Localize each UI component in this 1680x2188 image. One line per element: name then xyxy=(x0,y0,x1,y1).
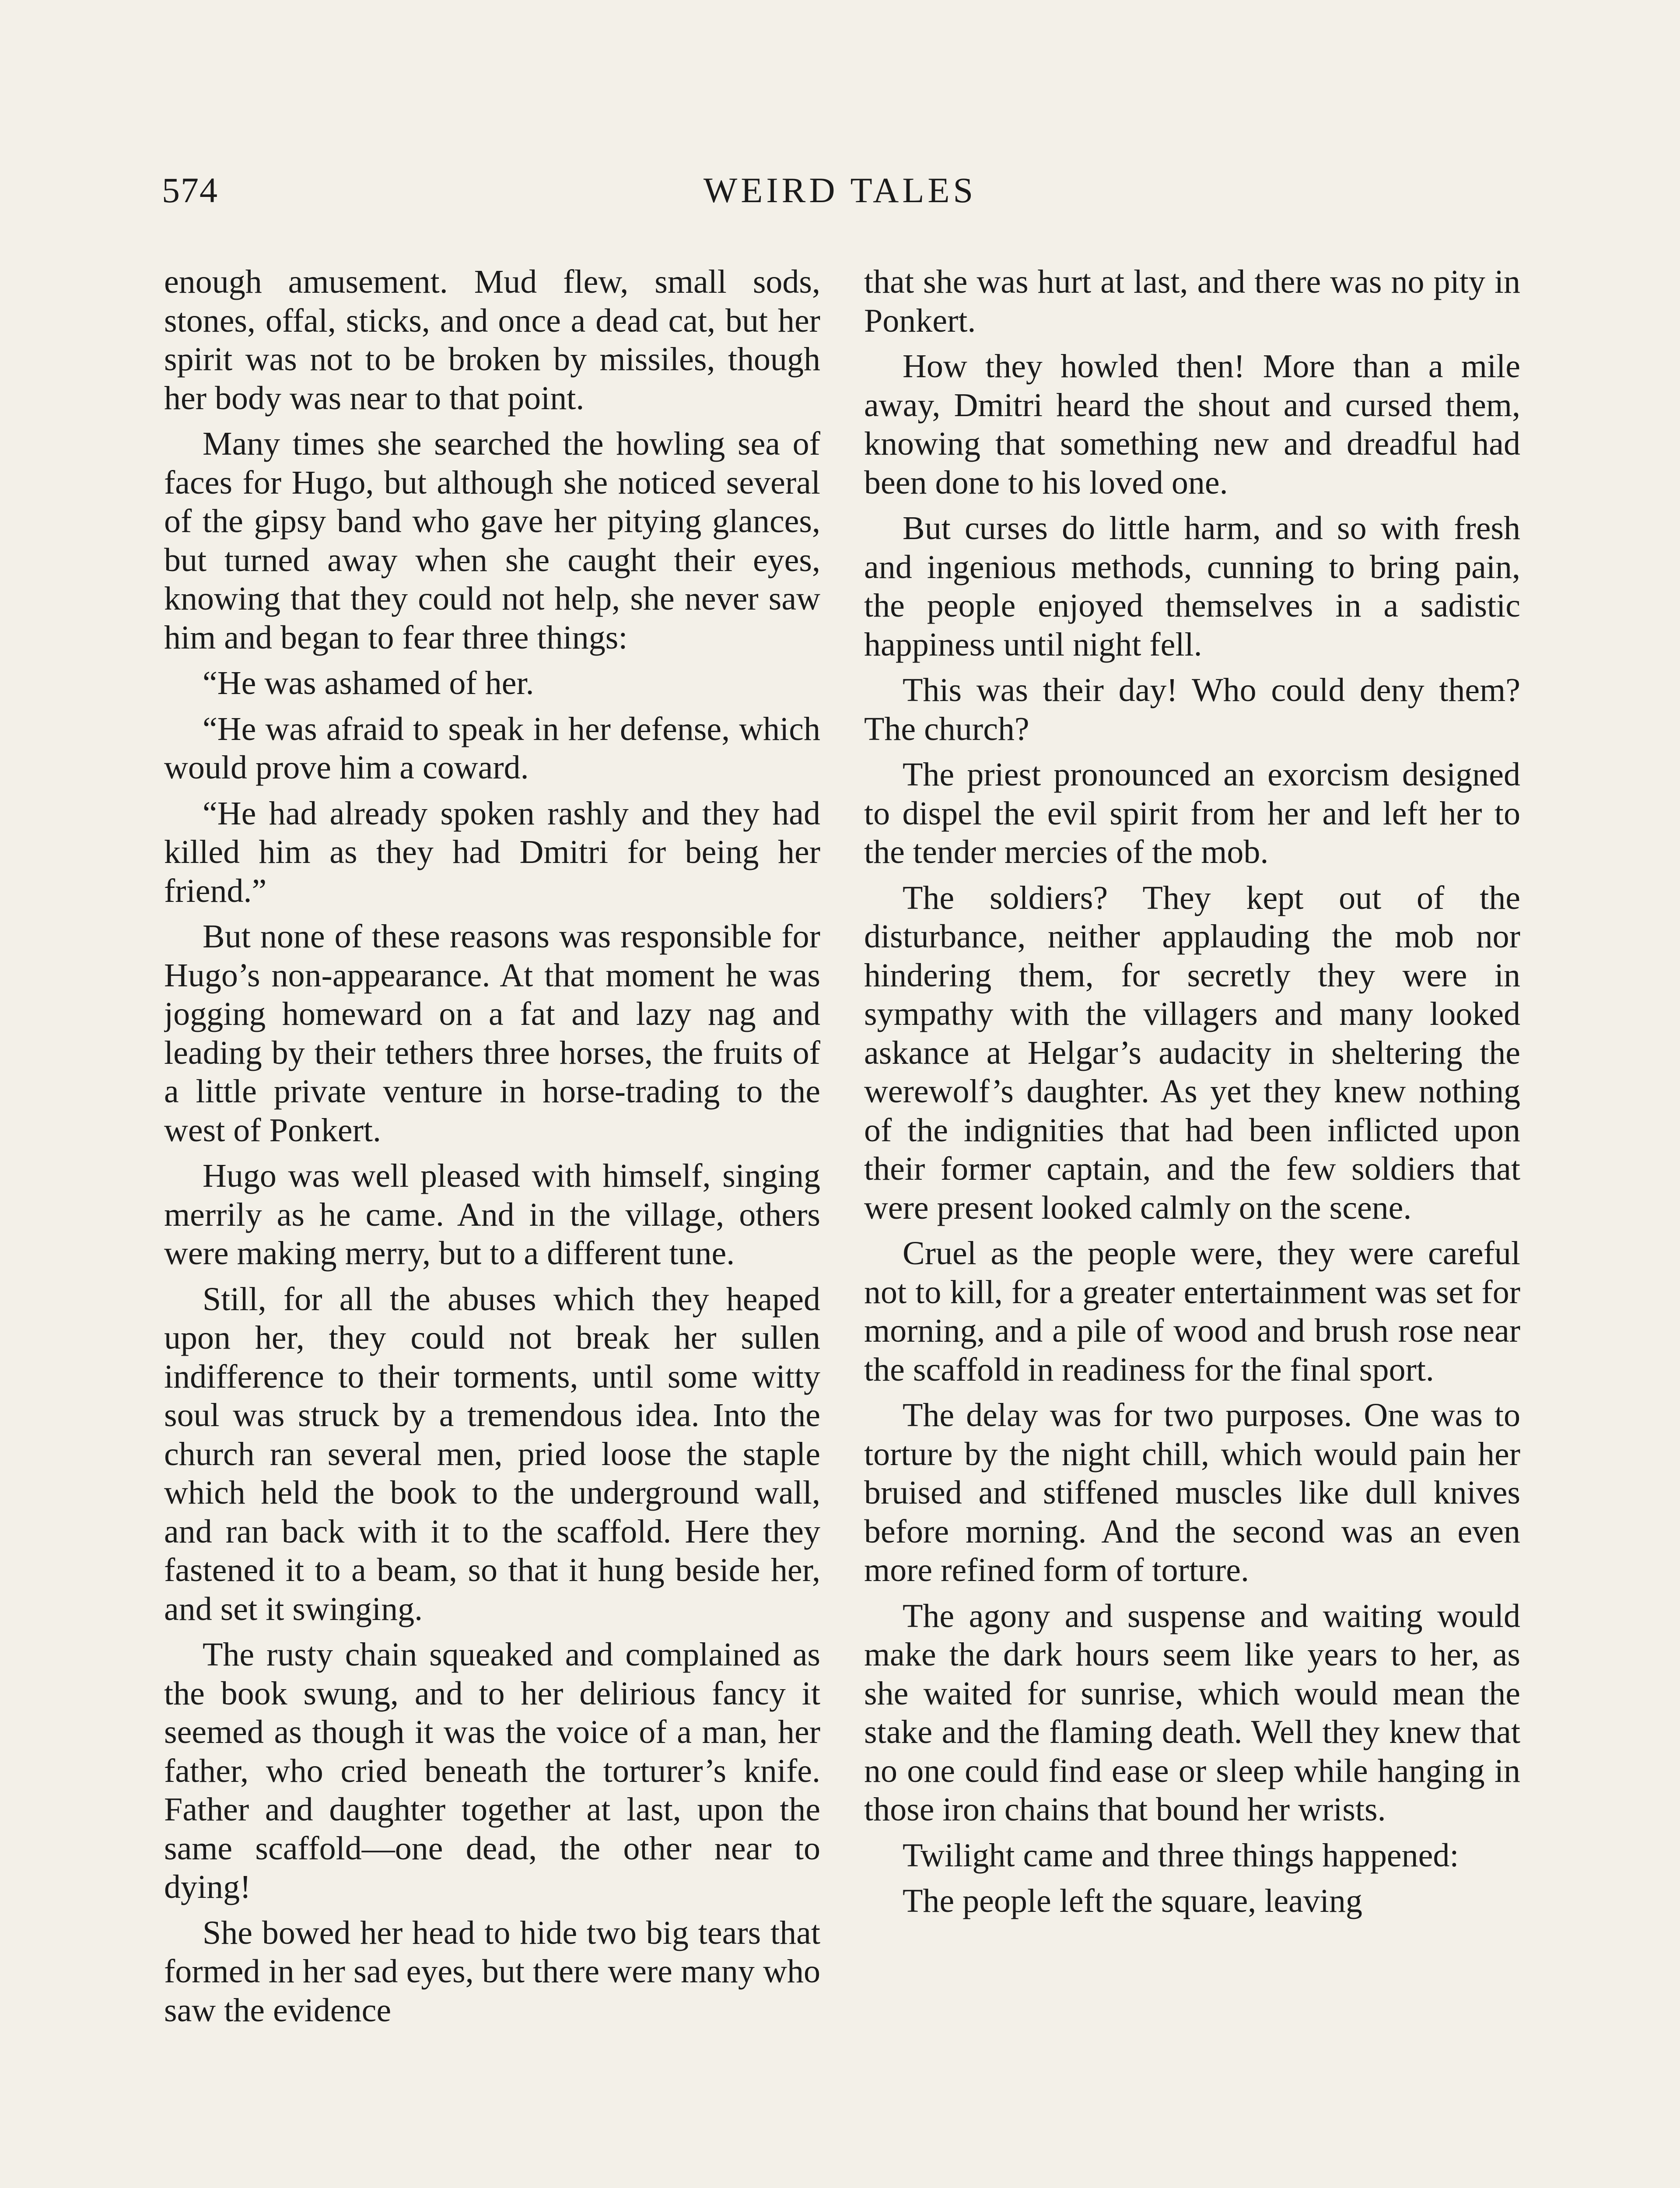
paragraph: Twilight came and three things happened: xyxy=(903,1837,1459,1874)
running-header xyxy=(162,168,1518,221)
page-number: 574 xyxy=(162,170,218,210)
paragraph: The rusty chain squeaked and complained as the book swung, and to her delirious fancy it seemed as though it was the voice of a man, her father, who cried beneath the torturer’s knife. Father and daughter together at last, upon the same scaffold—one dead, the other near to dying! xyxy=(164,1636,820,1905)
paragraph: The priest pronounced an exorcism designed to dispel the evil spirit from her and left her to the tender mercies of the mob. xyxy=(864,756,1520,870)
paragraph: This was their day! Who could deny them? The church? xyxy=(864,672,1520,747)
paragraph: But curses do little harm, and so with fresh and ingenious methods, cunning to bring pain, the people enjoyed themselves in a sadistic happiness until night fell. xyxy=(864,510,1520,663)
right-text-column xyxy=(864,263,1520,2188)
paragraph: Many times she searched the howling sea of faces for Hugo, but although she noticed several of the gipsy band who gave her pitying glances, but turned away when she caught their eyes, knowing that they could not help, she never saw him and began to fear three things: xyxy=(164,425,820,656)
paragraph: She bowed her head to hide two big tears that formed in her sad eyes, but there were many who saw the evidence xyxy=(164,1914,820,2029)
left-text-column xyxy=(164,263,820,2188)
paragraph: “He was ashamed of her. xyxy=(203,665,534,701)
paragraph: But none of these reasons was responsible for Hugo’s non-appearance. At that moment he was jogging homeward on a fat and lazy nag and leading by their tethers three horses, the fruits of a little private venture in horse-trading to the west of Ponkert. xyxy=(164,918,820,1149)
magazine-title: WEIRD TALES xyxy=(703,170,977,210)
paragraph: The people left the square, leaving xyxy=(903,1883,1362,1919)
paragraph: that she was hurt at last, and there was no pity in Ponkert. xyxy=(864,263,1520,339)
paragraph: “He was afraid to speak in her defense, which would prove him a coward. xyxy=(164,710,820,786)
paragraph: How they howled then! More than a mile away, Dmitri heard the shout and cursed them, knowing that something new and dreadful had been done to his loved one. xyxy=(864,348,1520,501)
paragraph: enough amusement. Mud flew, small sods, stones, offal, sticks, and once a dead cat, but her spirit was not to be broken by missiles, though her body was near to that point. xyxy=(164,263,820,417)
paragraph: The delay was for two purposes. One was to torture by the night chill, which would pain her bruised and stiffened muscles like dull knives before morning. And the second was an even more refined form of torture. xyxy=(864,1397,1520,1588)
paragraph: Still, for all the abuses which they heaped upon her, they could not break her sullen indifference to their torments, until some witty soul was struck by a tremendous idea. Into the church ran several men, pried loose the staple which held the book to the underground wall, and ran back with it to the scaffold. Here they fastened it to a beam, so that it hung beside her, and set it swinging. xyxy=(164,1280,820,1627)
paragraph: The agony and suspense and waiting would make the dark hours seem like years to her, as she waited for sunrise, which would mean the stake and the flaming death. Well they knew that no one could find ease or sleep while hanging in those iron chains that bound her wrists. xyxy=(864,1597,1520,1828)
paragraph: Hugo was well pleased with himself, singing merrily as he came. And in the village, others were making merry, but to a different tune. xyxy=(164,1157,820,1272)
paragraph: “He had already spoken rashly and they had killed him as they had Dmitri for being her friend.” xyxy=(164,795,820,909)
paragraph: Cruel as the people were, they were careful not to kill, for a greater entertainment was set for morning, and a pile of wood and brush rose near the scaffold in readiness for the final sport. xyxy=(864,1235,1520,1388)
paragraph: The soldiers? They kept out of the disturbance, neither applauding the mob nor hindering them, for secretly they were in sympathy with the villagers and many looked askance at Helgar’s audacity in sheltering the werewolf’s daughter. As yet they knew nothing of the indignities that had been inflicted upon their former captain, and the few soldiers that were present looked calmly on the scene. xyxy=(864,879,1520,1226)
